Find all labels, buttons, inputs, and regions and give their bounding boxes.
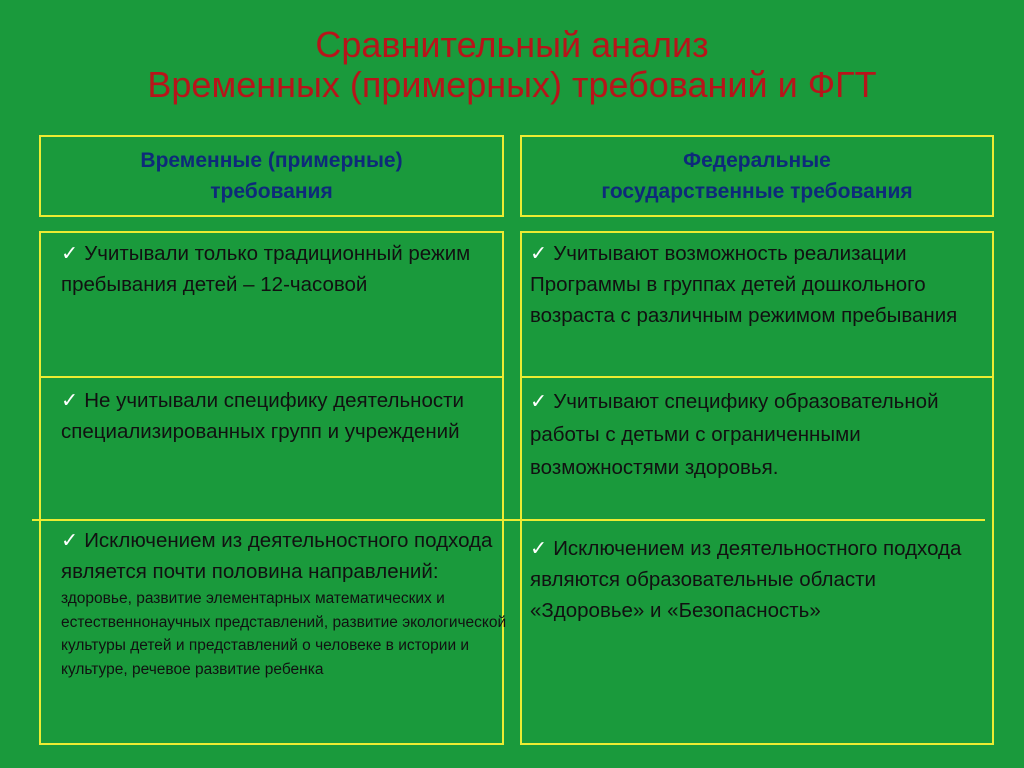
slide-title-line2: Временных (примерных) требований и ФГТ [147,64,877,105]
left-column-header [39,135,504,217]
row2-right-text: Учитывают специфику образовательной работы с детьми с ограниченными возможностями здоровья. [530,390,939,479]
right-header-line1: Федеральные [683,149,831,172]
check-mark-icon: ✓ [61,389,79,412]
row3-left-cell [41,525,519,681]
check-mark-icon: ✓ [61,242,79,265]
row1-left-cell [41,238,509,300]
check-mark-icon: ✓ [530,537,548,560]
row3-right-cell [510,533,988,626]
row2-left-text: Не учитывали специфику деятельности специализированных групп и учреждений [61,389,464,443]
slide-title [0,25,1024,105]
slide-title-line1: Сравнительный анализ [315,24,709,65]
row1-right-cell [510,238,988,331]
row3-left-text: Исключением из деятельностного подхода является почти половина направлений: [61,529,493,583]
row-divider-1-right [520,376,994,378]
row2-left-cell [41,385,509,447]
row1-left-text: Учитывали только традиционный режим пребывания детей – 12-часовой [61,242,471,296]
right-column-header [520,135,994,217]
check-mark-icon: ✓ [530,242,548,265]
row3-right-text: Исключением из деятельностного подхода являются образовательные области «Здоровье» и «Безопасность» [530,537,962,622]
check-mark-icon: ✓ [61,529,79,552]
row1-right-text: Учитывают возможность реализации Программы в группах детей дошкольного возраста с различным режимом пребывания [530,242,958,327]
row-divider-2 [32,519,985,521]
left-header-line1: Временные (примерные) [140,149,403,172]
row3-left-detail: здоровье, развитие элементарных математических и естественнонаучных представлений, развитие экологической культуры детей и представлений о человеке в истории и культуре, речевое развитие ребенка [61,590,507,678]
right-header-line2: государственные требования [601,180,913,203]
check-mark-icon: ✓ [530,390,548,413]
left-header-line2: требования [210,180,333,203]
row-divider-1-left [39,376,504,378]
row2-right-cell [510,385,983,484]
